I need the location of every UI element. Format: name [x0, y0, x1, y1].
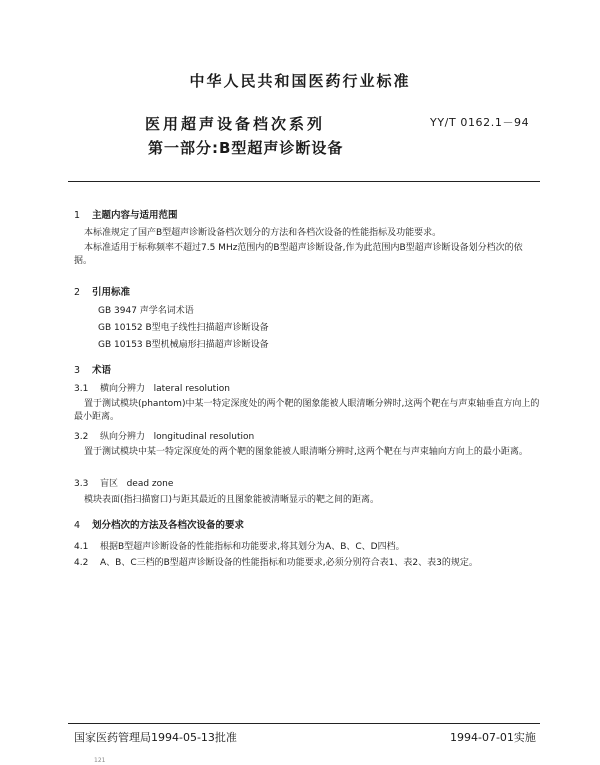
document-title-line2: 第一部分:B型超声诊断设备 [148, 139, 344, 157]
section-1-title: 主题内容与适用范围 [92, 210, 178, 221]
section-4-title: 划分档次的方法及各档次设备的要求 [92, 520, 245, 531]
term-3-3-name: 盲区 dead zone [100, 479, 174, 489]
implementation-date: 1994-07-01实施 [450, 731, 536, 744]
document-title-line1: 医用超声设备档次系列 [145, 115, 326, 133]
term-3-1-number: 3.1 [74, 384, 89, 394]
section-1-paragraph-2: 本标准适用于标称频率不超过7.5 MHz范围内的B型超声诊断设备,作为此范围内B型超声诊断设备划分档次的依据。 [74, 243, 523, 266]
approval-date: 国家医药管理局1994-05-13批准 [74, 731, 237, 744]
clause-4-2-number: 4.2 [74, 558, 89, 568]
term-3-3-number: 3.3 [74, 479, 89, 489]
term-3-1-name: 横向分辨力 lateral resolution [100, 384, 230, 394]
section-1-number: 1 [74, 210, 81, 221]
header-divider [68, 181, 540, 182]
term-3-2-name: 纵向分辨力 longitudinal resolution [100, 432, 255, 442]
clause-4-1 [74, 541, 405, 554]
term-3-2 [74, 431, 254, 444]
section-3-heading [74, 362, 111, 376]
standard-code: YY/T 0162.1－94 [430, 116, 530, 129]
clause-4-2-text: A、B、C三档的B型超声诊断设备的性能指标和功能要求,必须分别符合表1、表2、表3的规定。 [100, 558, 478, 568]
term-3-2-definition: 置于测试模块中某一特定深度处的两个靶的图象能被人眼清晰分辨时,这两个靶在与声束轴向方向上的最小距离。 [84, 447, 528, 457]
section-3-title: 术语 [92, 365, 112, 376]
clause-4-2 [74, 557, 478, 570]
term-3-1 [74, 383, 230, 396]
standard-type-heading: 中华人民共和国医药行业标准 [189, 72, 411, 90]
reference-item: GB 3947 声学名词术语 [98, 306, 194, 316]
section-4-heading [74, 517, 244, 531]
footer-divider [68, 723, 540, 724]
reference-item: GB 10152 B型电子线性扫描超声诊断设备 [98, 323, 269, 333]
term-3-3 [74, 478, 173, 491]
section-4-number: 4 [74, 520, 81, 531]
section-1-heading [74, 207, 178, 221]
clause-4-1-number: 4.1 [74, 542, 89, 552]
reference-item: GB 10153 B型机械扇形扫描超声诊断设备 [98, 340, 269, 350]
clause-4-1-text: 根据B型超声诊断设备的性能指标和功能要求,将其划分为A、B、C、D四档。 [100, 542, 405, 552]
term-3-2-number: 3.2 [74, 432, 89, 442]
section-2-heading [74, 284, 130, 298]
section-2-number: 2 [74, 287, 81, 298]
term-3-3-definition: 模块表面(指扫描窗口)与距其最近的且图象能被清晰显示的靶之间的距离。 [84, 495, 380, 505]
term-3-1-definition: 置于测试模块(phantom)中某一特定深度处的两个靶的图象能被人眼清晰分辨时,这两个靶在与声束轴垂直方向上的最小距离。 [74, 399, 540, 422]
section-3-number: 3 [74, 365, 81, 376]
page-number: 121 [94, 757, 106, 764]
section-1-paragraph-1: 本标准规定了国产B型超声诊断设备档次划分的方法和各档次设备的性能指标及功能要求。 [84, 228, 442, 238]
section-2-title: 引用标准 [92, 287, 131, 298]
